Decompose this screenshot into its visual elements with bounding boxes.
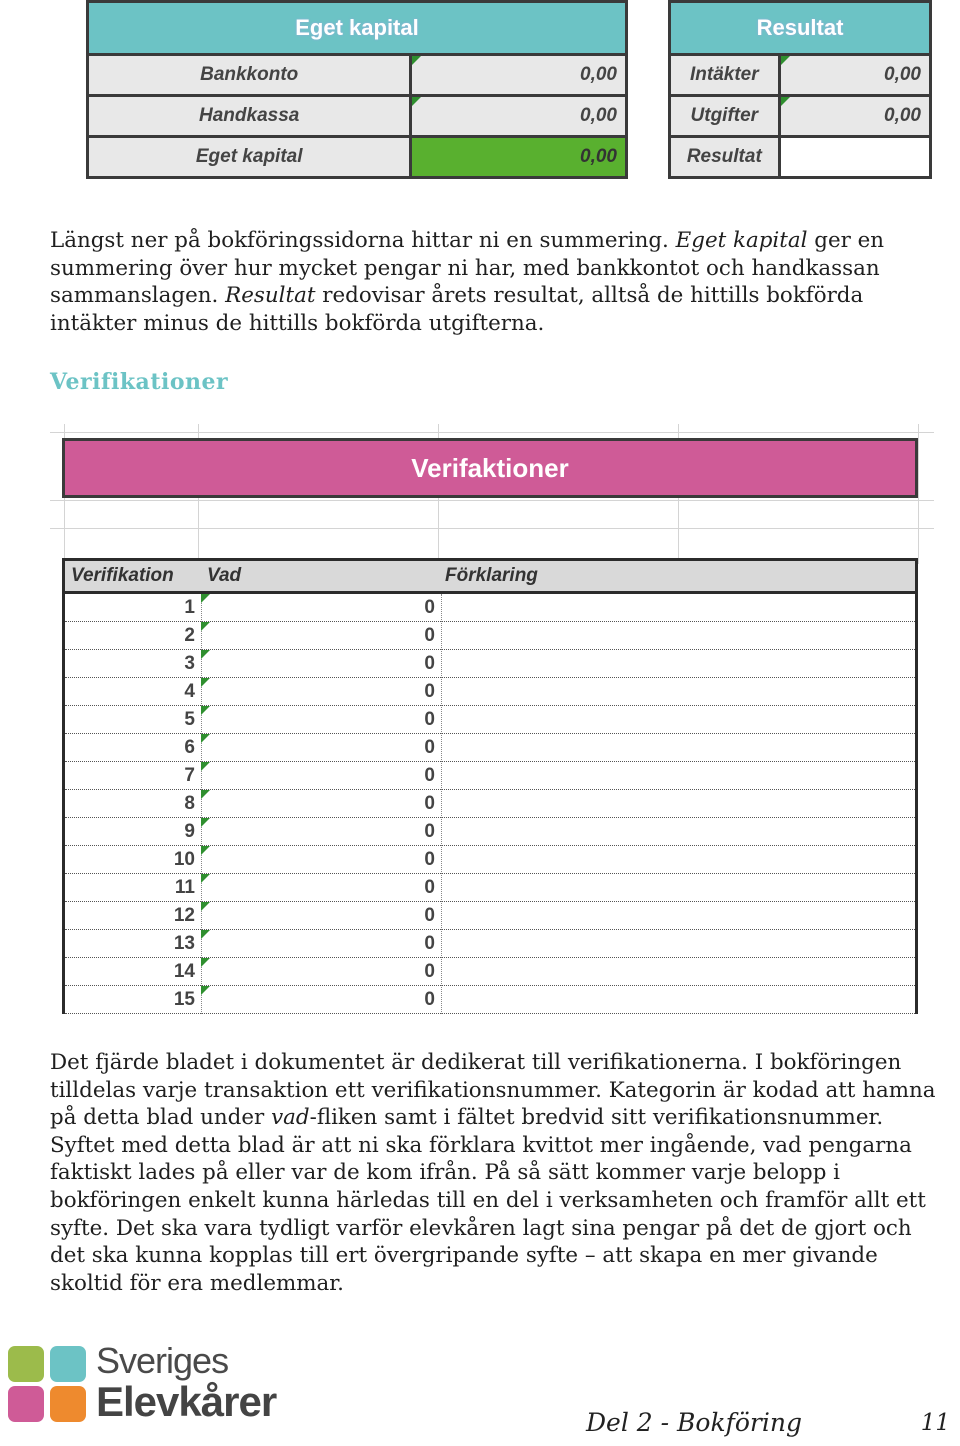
result-row-label: Intäkter: [670, 55, 780, 96]
cell-marker-icon: [201, 846, 210, 855]
table-row: [65, 790, 915, 818]
cell-marker-icon: [201, 762, 210, 771]
category-value: 0: [424, 709, 435, 730]
result-total-value: [779, 137, 930, 178]
category-value: 0: [424, 793, 435, 814]
logo-square-icon: [8, 1346, 44, 1382]
cell-marker-icon: [201, 790, 210, 799]
verification-number: 13: [173, 933, 195, 954]
equity-row-label: Bankkonto: [88, 55, 411, 96]
sveriges-elevkarer-logo: [8, 1340, 278, 1426]
cell-marker-icon: [781, 56, 790, 65]
category-value: 0: [424, 849, 435, 870]
table-row: [65, 594, 915, 622]
cell-marker-icon: [781, 97, 790, 106]
cell-marker-icon: [412, 56, 421, 65]
equity-row-value: 0,00: [411, 96, 627, 137]
category-value: 0: [424, 597, 435, 618]
category-value: 0: [424, 905, 435, 926]
cell-marker-icon: [201, 678, 210, 687]
result-row-value: 0,00: [779, 55, 930, 96]
cell-marker-icon: [201, 930, 210, 939]
equity-row-label: Handkassa: [88, 96, 411, 137]
cell-marker-icon: [412, 97, 421, 106]
verification-number: 7: [184, 765, 195, 786]
result-table: [668, 0, 932, 179]
table-row: [65, 874, 915, 902]
result-row-label: Resultat: [670, 137, 780, 178]
equity-table: [86, 0, 628, 179]
table-row: [65, 706, 915, 734]
result-row-value: 0,00: [779, 96, 930, 137]
verification-number: 14: [173, 961, 195, 982]
gridline: [50, 500, 934, 501]
category-value: 0: [424, 737, 435, 758]
gridline: [918, 424, 919, 564]
summary-paragraph: Längst ner på bokföringssidorna hittar ni en summering. Eget kapital ger en summering över hur mycket pengar ni har, med bankkontot och handkassan sammanslagen. Resultat redovisar årets resultat, alltså de hittills bokförda intäkter minus de hittills bokförda utgifterna.: [50, 228, 885, 336]
gridline: [50, 528, 934, 529]
verification-number: 1: [184, 597, 195, 618]
verification-number: 12: [173, 905, 195, 926]
result-row-label: Utgifter: [670, 96, 780, 137]
verification-paragraph: Det fjärde bladet i dokumentet är dedikerat till verifikationerna. I bokföringen tilldelas varje transaktion ett verifikationsnummer. Kategorin är kodad att hamna på detta blad under vad-fliken samt i fältet bredvid sitt verifikationsnummer. Syftet med detta blad är att ni ska förklara kvittot mer ingående, vad pengarna faktiskt lades på eller var de kom ifrån. På så sätt kommer varje belopp i bokföringen enkelt kunna härledas till en del i verksamheten och framför allt ett syfte. Det ska vara tydligt varför elevkåren lagt sina pengar på det de gjort och det ska kunna kopplas till ert övergripande syfte – att skapa en mer givande skoltid för era medlemmar.: [50, 1050, 936, 1296]
logo-text-line2: Elevkårer: [96, 1378, 277, 1425]
table-row: [65, 650, 915, 678]
table-row: [65, 622, 915, 650]
category-value: 0: [424, 765, 435, 786]
footer-title: Del 2 - Bokföring: [586, 1408, 802, 1437]
table-row: [65, 846, 915, 874]
category-value: 0: [424, 653, 435, 674]
logo-square-icon: [8, 1386, 44, 1422]
section-heading: Verifikationer: [50, 369, 229, 395]
equity-table-title: Eget kapital: [88, 2, 627, 55]
cell-marker-icon: [201, 902, 210, 911]
equity-total-value: 0,00: [411, 137, 627, 178]
verification-number: 15: [173, 989, 195, 1010]
equity-row-label: Eget kapital: [88, 137, 411, 178]
verification-number: 10: [173, 849, 195, 870]
gridline: [50, 432, 934, 433]
page-number: 11: [920, 1410, 950, 1436]
verification-number: 4: [184, 681, 195, 702]
logo-text-line1: Sveriges: [96, 1340, 229, 1381]
verification-table: [62, 558, 918, 1014]
logo-square-icon: [50, 1346, 86, 1382]
verification-number: 3: [184, 653, 195, 674]
table-row: [65, 734, 915, 762]
header-forklaring: Förklaring: [445, 565, 538, 586]
table-row: [65, 762, 915, 790]
category-value: 0: [424, 877, 435, 898]
cell-marker-icon: [201, 734, 210, 743]
logo-square-icon: [50, 1386, 86, 1422]
verification-number: 2: [184, 625, 195, 646]
table-row: [65, 902, 915, 930]
cell-marker-icon: [201, 650, 210, 659]
category-value: 0: [424, 681, 435, 702]
equity-row-value: 0,00: [411, 55, 627, 96]
verification-banner: Verifaktioner: [62, 438, 918, 498]
verification-number: 6: [184, 737, 195, 758]
category-value: 0: [424, 933, 435, 954]
category-value: 0: [424, 625, 435, 646]
table-row: [65, 958, 915, 986]
table-row: [65, 930, 915, 958]
verification-number: 8: [184, 793, 195, 814]
cell-marker-icon: [201, 986, 210, 995]
category-value: 0: [424, 821, 435, 842]
table-row: [65, 678, 915, 706]
verification-number: 11: [174, 877, 195, 898]
table-header: [65, 558, 915, 594]
cell-marker-icon: [201, 706, 210, 715]
category-value: 0: [424, 989, 435, 1010]
header-verifikation: Verifikation: [71, 565, 174, 586]
cell-marker-icon: [201, 622, 210, 631]
cell-marker-icon: [201, 594, 210, 603]
summary-spreadsheet-image: [86, 0, 932, 194]
verification-number: 5: [184, 709, 195, 730]
table-row: [65, 986, 915, 1014]
category-value: 0: [424, 961, 435, 982]
result-table-title: Resultat: [670, 2, 931, 55]
cell-marker-icon: [201, 818, 210, 827]
verification-number: 9: [184, 821, 195, 842]
cell-marker-icon: [201, 958, 210, 967]
cell-marker-icon: [201, 874, 210, 883]
header-vad: Vad: [207, 565, 242, 586]
table-row: [65, 818, 915, 846]
verification-spreadsheet-image: [50, 424, 934, 1020]
